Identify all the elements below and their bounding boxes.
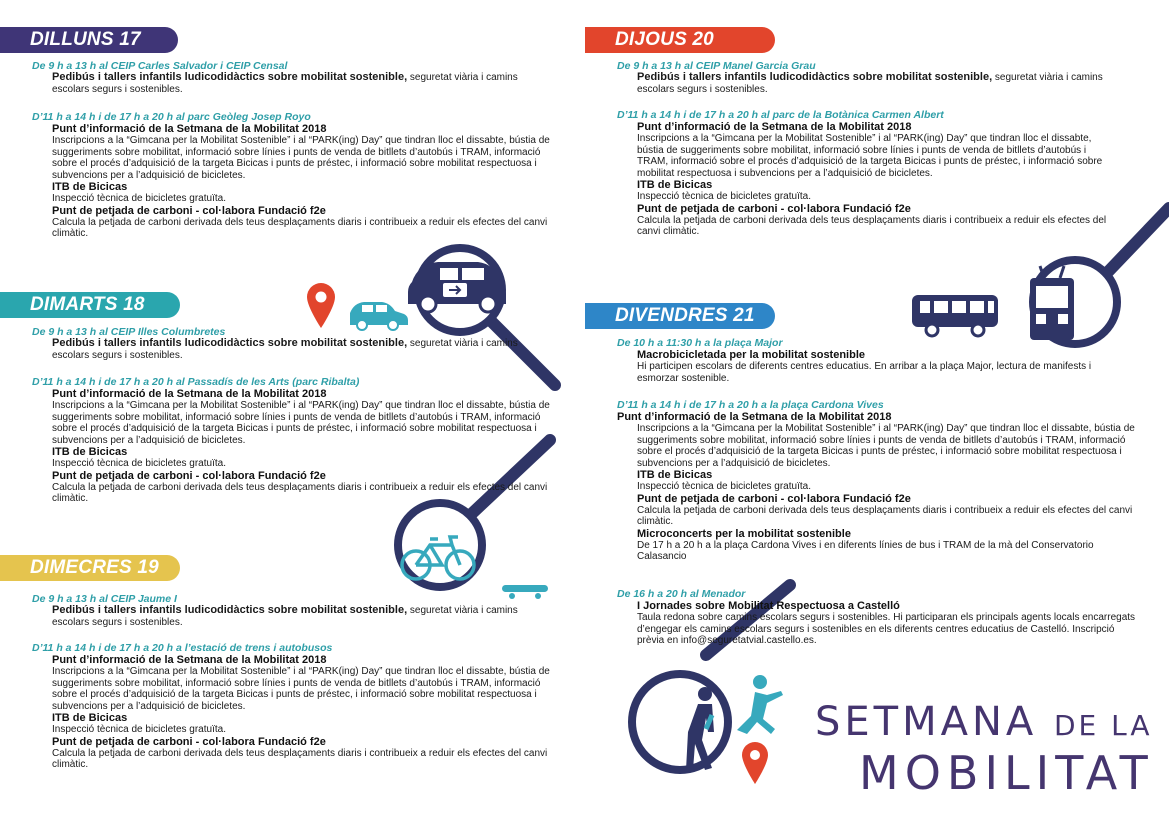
day-label: DILLUNS 17 [30,29,141,50]
day-label: DIJOUS 20 [615,29,714,50]
event-title: I Jornades sobre Mobilitat Respectuosa a Castelló [637,600,900,612]
day-label: DIVENDRES 21 [615,305,755,326]
event-title: Punt d’informació de la Setmana de la Mobilitat 2018 [52,654,327,666]
event-monday-1 [32,61,552,95]
event-title: ITB de Bicicas [637,179,713,191]
day-banner-monday [0,27,178,53]
event-title: Punt de petjada de carboni - col·labora Fundació f2e [52,204,326,217]
event-time: D’11 h a 14 h i de 17 h a 20 h al parc de la Botànica Carmen Albert [617,109,944,121]
event-title: Macrobicicletada per la mobilitat sostenible [637,349,866,361]
event-title: Punt de petjada de carboni - col·labora Fundació f2e [637,202,911,215]
event-time: De 9 h a 13 h al CEIP Jaume I [32,593,177,605]
location-pin-icon [307,283,335,328]
event-text: Calcula la petjada de carboni derivada dels teus desplaçaments diaris i contribueix a reduir els efectes del canvi climàtic. [637,504,1133,527]
event-title: Pedibús i tallers infantils ludicodidàctics sobre mobilitat sostenible, [52,71,408,83]
event-text: Inscripcions a la “Gimcana per la Mobilitat Sostenible” i al “PARK(ing) Day” que tindran lloc el dissabte, bústia de suggeriments sobre mobilitat, informació sobre línies i punts de venda de bitllets d’autobús i TRAM, informació sobre el procés d’adquisició de la targeta Bicicas i punts de préstec, i informació sobre mobilitat respectuosa i subvencions per a l’adquisició de bicicletes. [637,423,1135,469]
event-tuesday-1 [32,327,552,361]
day-banner-tuesday [0,292,180,318]
event-time: De 9 h a 13 h al CEIP Illes Columbretes [32,326,226,338]
event-title: Punt de petjada de carboni - col·labora Fundació f2e [52,469,326,482]
bus-icon [912,295,998,336]
event-title: Punt d’informació de la Setmana de la Mobilitat 2018 [617,411,892,423]
event-time: D’11 h a 14 h i de 17 h a 20 h a l’estació de trens i autobusos [32,642,333,654]
event-text: seguretat viària i camins escolars segurs i sostenibles. [52,72,518,95]
event-time: D’11 h a 14 h i de 17 h a 20 h al Passadís de les Arts (parc Ribalta) [32,376,360,388]
event-description [52,72,552,95]
day-banner-wednesday [0,555,180,581]
event-title: Pedibús i tallers infantils ludicodidàctics sobre mobilitat sostenible, [52,604,408,616]
event-text: De 17 h a 20 h a la plaça Cardona Vives i en diferents línies de bus i TRAM de la mà del Conservatorio Calasancio [637,539,1094,562]
running-person-icon [737,675,783,734]
event-text: Calcula la petjada de carboni derivada dels teus desplaçaments diaris i contribueix a reduir els efectes del canvi climàtic. [52,747,548,770]
event-wednesday-1 [32,594,552,628]
event-time: De 9 h a 13 h al CEIP Carles Salvador i CEIP Censal [32,60,288,72]
event-time: D’11 h a 14 h i de 17 h a 20 h al parc Geòleg Josep Royo [32,111,311,123]
event-text: seguretat viària i camins escolars segurs i sostenibles. [52,338,518,361]
event-time: De 10 h a 11:30 h a la plaça Major [617,337,783,349]
brand-word-setmana: SETMANA [815,699,1038,745]
event-title: Punt d’informació de la Setmana de la Mobilitat 2018 [52,123,327,135]
brand-word-de-la: DE LA [1053,709,1153,742]
event-friday-3 [617,589,1142,647]
event-text: Taula redona sobre camins escolars segurs i sostenibles. Hi participaran els principals agents locals encarregats d’engegar els camins escolars segurs i sostenibles en els diferents centres educatius de Castelló. Inscripció prèvia en info@seguretatvial.castello.es. [637,612,1136,646]
car-icon [350,302,408,330]
day-banner-thursday [585,27,775,53]
event-friday-2 [617,400,1142,563]
event-text: seguretat viària i camins escolars segurs i sostenibles. [637,72,1103,95]
event-title: ITB de Bicicas [52,181,128,193]
event-thursday-1 [617,61,1142,95]
event-title: Punt de petjada de carboni - col·labora Fundació f2e [52,735,326,748]
event-title: Pedibús i tallers infantils ludicodidàctics sobre mobilitat sostenible, [637,71,993,83]
event-text: Inscripcions a la “Gimcana per la Mobilitat Sostenible” i al “PARK(ing) Day” que tindran lloc el dissabte, bústia de suggeriments sobre mobilitat, informació sobre línies i punts de venda de bitllets d’autobús i TRAM, informació sobre el procés d’adquisició de la targeta Bicicas i punts de préstec, i informació sobre mobilitat respectuosa i subvencions per a l’adquisició de bicicletes. [52,135,550,181]
event-description [637,72,1142,95]
event-title: ITB de Bicicas [52,712,128,724]
event-text: Inspecció tècnica de bicicletes gratuïta. [52,193,226,204]
event-thursday-2 [617,110,1117,238]
event-title: Punt d’informació de la Setmana de la Mobilitat 2018 [637,121,912,133]
event-text: Hi participen escolars de diferents centres educatius. En arribar a la plaça Major, lectura de manifests i esmorzar sostenible. [637,361,1092,384]
event-text: Inspecció tècnica de bicicletes gratuïta. [52,458,226,469]
event-time: De 9 h a 13 h al CEIP Manel Garcia Grau [617,60,816,72]
event-text: Inspecció tècnica de bicicletes gratuïta. [637,191,811,202]
event-title: Microconcerts per la mobilitat sostenible [637,527,851,540]
day-label: DIMARTS 18 [30,294,145,315]
event-text: Inscripcions a la “Gimcana per la Mobilitat Sostenible” i al “PARK(ing) Day” que tindran lloc el dissabte, bústia de suggeriments sobre mobilitat, informació sobre línies i punts de venda de bitllets d’autobús i TRAM, informació sobre el procés d’adquisició de la targeta Bicicas i punts de préstec, i informació sobre mobilitat respectuosa i subvencions per a l’adquisició de bicicletes. [52,666,550,712]
event-friday-1 [617,338,1117,384]
event-text: Inspecció tècnica de bicicletes gratuïta. [52,724,226,735]
event-title: ITB de Bicicas [52,446,128,458]
brand-title [815,699,1154,800]
event-wednesday-2 [32,643,557,771]
event-text: Calcula la petjada de carboni derivada dels teus desplaçaments diaris i contribueix a reduir els efectes del canvi climàtic. [52,481,548,504]
event-time: D’11 h a 14 h i de 17 h a 20 h a la plaça Cardona Vives [617,399,884,411]
event-title: Pedibús i tallers infantils ludicodidàctics sobre mobilitat sostenible, [52,337,408,349]
event-text: Inspecció tècnica de bicicletes gratuïta. [637,481,811,492]
event-text: Inscripcions a la “Gimcana per la Mobilitat Sostenible” i al “PARK(ing) Day” que tindran lloc el dissabte, bústia de suggeriments sobre mobilitat, informació sobre línies i punts de venda de bitllets d’autobús i TRAM, informació sobre el procés d’adquisició de la targeta Bicicas i punts de préstec, i informació sobre mobilitat respectuosa i subvencions per a l’adquisició de bicicletes. [637,133,1103,179]
event-text: seguretat viària i camins escolars segurs i sostenibles. [52,605,518,628]
day-label: DIMECRES 19 [30,557,159,578]
event-text: Calcula la petjada de carboni derivada dels teus desplaçaments diaris i contribueix a reduir els efectes del canvi climàtic. [52,216,548,239]
event-title: Punt de petjada de carboni - col·labora Fundació f2e [637,492,911,505]
brand-word-mobilitat: MOBILITAT [859,746,1154,800]
event-description [52,338,552,361]
location-pin-icon [742,742,768,784]
event-description [52,605,552,628]
day-banner-friday [585,303,775,329]
event-title: Punt d’informació de la Setmana de la Mobilitat 2018 [52,388,327,400]
event-tuesday-2 [32,377,557,505]
event-text: Inscripcions a la “Gimcana per la Mobilitat Sostenible” i al “PARK(ing) Day” que tindran lloc el dissabte, bústia de suggeriments sobre mobilitat, informació sobre línies i punts de venda de bitllets d’autobús i TRAM, informació sobre el procés d’adquisició de la targeta Bicicas i punts de préstec, i informació sobre mobilitat respectuosa i subvencions per a l’adquisició de bicicletes. [52,400,550,446]
event-text: Calcula la petjada de carboni derivada dels teus desplaçaments diaris i contribueix a reduir els efectes del canvi climàtic. [637,214,1107,237]
event-time: De 16 h a 20 h al Menador [617,588,746,600]
event-monday-2 [32,112,557,240]
event-title: ITB de Bicicas [637,469,713,481]
